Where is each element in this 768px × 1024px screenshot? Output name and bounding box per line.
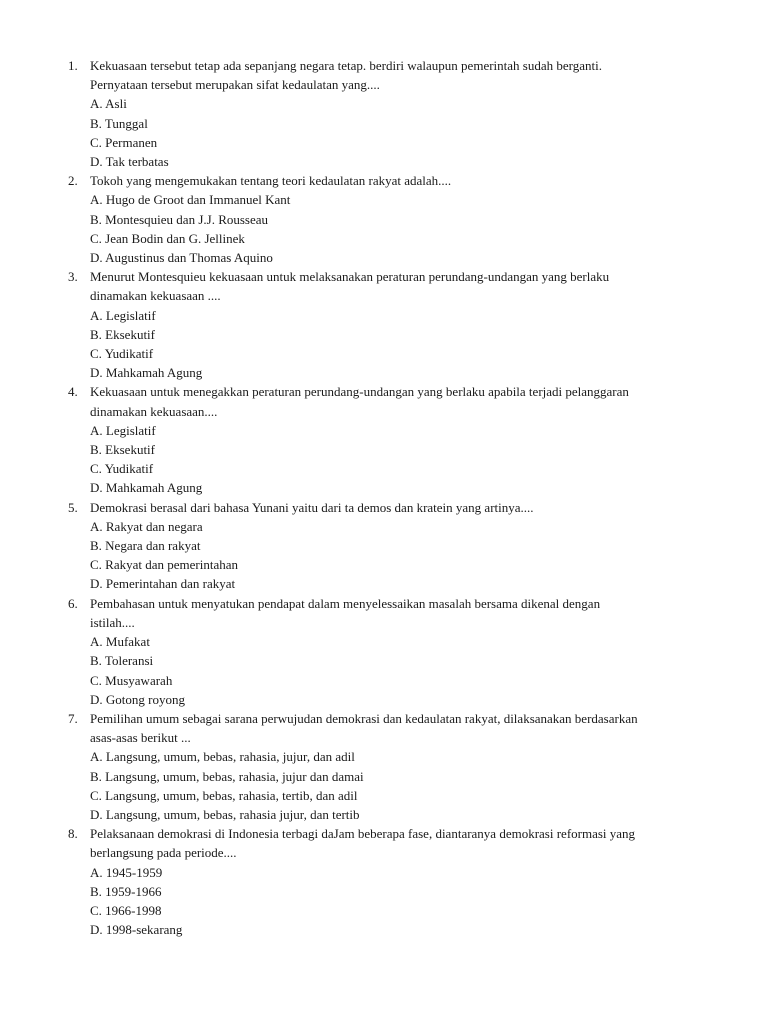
question-line: Tokoh yang mengemukakan tentang teori kedaulatan rakyat adalah....	[90, 173, 452, 189]
question-line: dinamakan kekuasaan....	[90, 403, 218, 419]
option-a: A. Asli	[90, 96, 127, 112]
question-line: Menurut Montesquieu kekuasaan untuk melaksanakan peraturan perundang-undangan yang berlaku	[90, 269, 610, 285]
option-d: D. Mahkamah Agung	[90, 480, 203, 496]
question-line: Demokrasi berasal dari bahasa Yunani yaitu dari ta demos dan kratein yang artinya....	[90, 499, 534, 515]
question-number: 8.	[68, 826, 78, 842]
question-1	[0, 56, 768, 171]
question-8	[0, 824, 768, 939]
option-d: D. Tak terbatas	[90, 154, 169, 170]
question-4	[0, 382, 768, 497]
question-text	[90, 594, 680, 632]
option-a: A. Langsung, umum, bebas, rahasia, jujur, dan adil	[90, 749, 355, 765]
question-number: 3.	[68, 269, 78, 285]
question-3	[0, 267, 768, 382]
question-line: Pelaksanaan demokrasi di Indonesia terbagi daJam beberapa fase, diantaranya demokrasi reformasi yang	[90, 826, 636, 842]
option-d: D. 1998-sekarang	[90, 922, 183, 938]
question-6	[0, 594, 768, 709]
option-a: A. Legislatif	[90, 422, 156, 438]
option-d: D. Mahkamah Agung	[90, 365, 203, 381]
question-line: istilah....	[90, 614, 135, 630]
option-c: C. 1966-1998	[90, 902, 162, 918]
option-a: A. Hugo de Groot dan Immanuel Kant	[90, 192, 291, 208]
question-text	[90, 498, 680, 517]
option-c: C. Permanen	[90, 134, 158, 150]
question-text	[90, 824, 680, 862]
question-text	[90, 267, 680, 305]
option-d: D. Gotong royong	[90, 691, 185, 707]
option-a: A. Mufakat	[90, 634, 150, 650]
question-number: 1.	[68, 58, 78, 73]
option-d: D. Langsung, umum, bebas, rahasia jujur, dan tertib	[90, 806, 360, 822]
question-number: 5.	[68, 499, 78, 515]
question-number: 7.	[68, 710, 78, 726]
question-7	[0, 709, 768, 824]
option-b: B. 1959-1966	[90, 883, 162, 899]
question-line: Kekuasaan tersebut tetap ada sepanjang negara tetap. berdiri walaupun pemerintah sudah berganti.	[90, 58, 602, 73]
question-text	[90, 171, 680, 190]
option-b: B. Tunggal	[90, 115, 148, 131]
option-b: B. Langsung, umum, bebas, rahasia, jujur dan damai	[90, 768, 364, 784]
question-number: 4.	[68, 384, 78, 400]
question-line: Pembahasan untuk menyatukan pendapat dalam menyelessaikan masalah bersama dikenal dengan	[90, 595, 601, 611]
question-sheet	[0, 56, 768, 939]
option-c: C. Langsung, umum, bebas, rahasia, tertib, dan adil	[90, 787, 358, 803]
option-c: C. Jean Bodin dan G. Jellinek	[90, 230, 245, 246]
option-d: D. Augustinus dan Thomas Aquino	[90, 250, 273, 266]
option-b: B. Eksekutif	[90, 442, 155, 458]
option-b: B. Negara dan rakyat	[90, 538, 201, 554]
question-line: Pemilihan umum sebagai sarana perwujudan demokrasi dan kedaulatan rakyat, dilaksanakan berdasarkan	[90, 710, 638, 726]
question-line: asas-asas berikut ...	[90, 730, 191, 746]
question-5	[0, 498, 768, 594]
question-line: dinamakan kekuasaan ....	[90, 288, 221, 304]
question-line: berlangsung pada periode....	[90, 845, 237, 861]
option-a: A. Legislatif	[90, 307, 156, 323]
option-a: A. Rakyat dan negara	[90, 518, 203, 534]
question-number: 2.	[68, 173, 78, 189]
option-d: D. Pemerintahan dan rakyat	[90, 576, 236, 592]
question-text	[90, 382, 680, 420]
option-c: C. Yudikatif	[90, 346, 154, 362]
question-text	[90, 709, 680, 747]
option-b: B. Eksekutif	[90, 326, 155, 342]
question-line: Kekuasaan untuk menegakkan peraturan perundang-undangan yang berlaku apabila terjadi pelanggaran	[90, 384, 629, 400]
option-c: C. Rakyat dan pemerintahan	[90, 557, 239, 573]
question-2	[0, 171, 768, 267]
option-b: B. Montesquieu dan J.J. Rousseau	[90, 211, 269, 227]
question-text	[90, 56, 680, 94]
option-c: C. Yudikatif	[90, 461, 154, 477]
question-line: Pernyataan tersebut merupakan sifat kedaulatan yang....	[90, 77, 380, 93]
option-c: C. Musyawarah	[90, 672, 173, 688]
option-b: B. Toleransi	[90, 653, 154, 669]
question-number: 6.	[68, 595, 78, 611]
option-a: A. 1945-1959	[90, 864, 163, 880]
